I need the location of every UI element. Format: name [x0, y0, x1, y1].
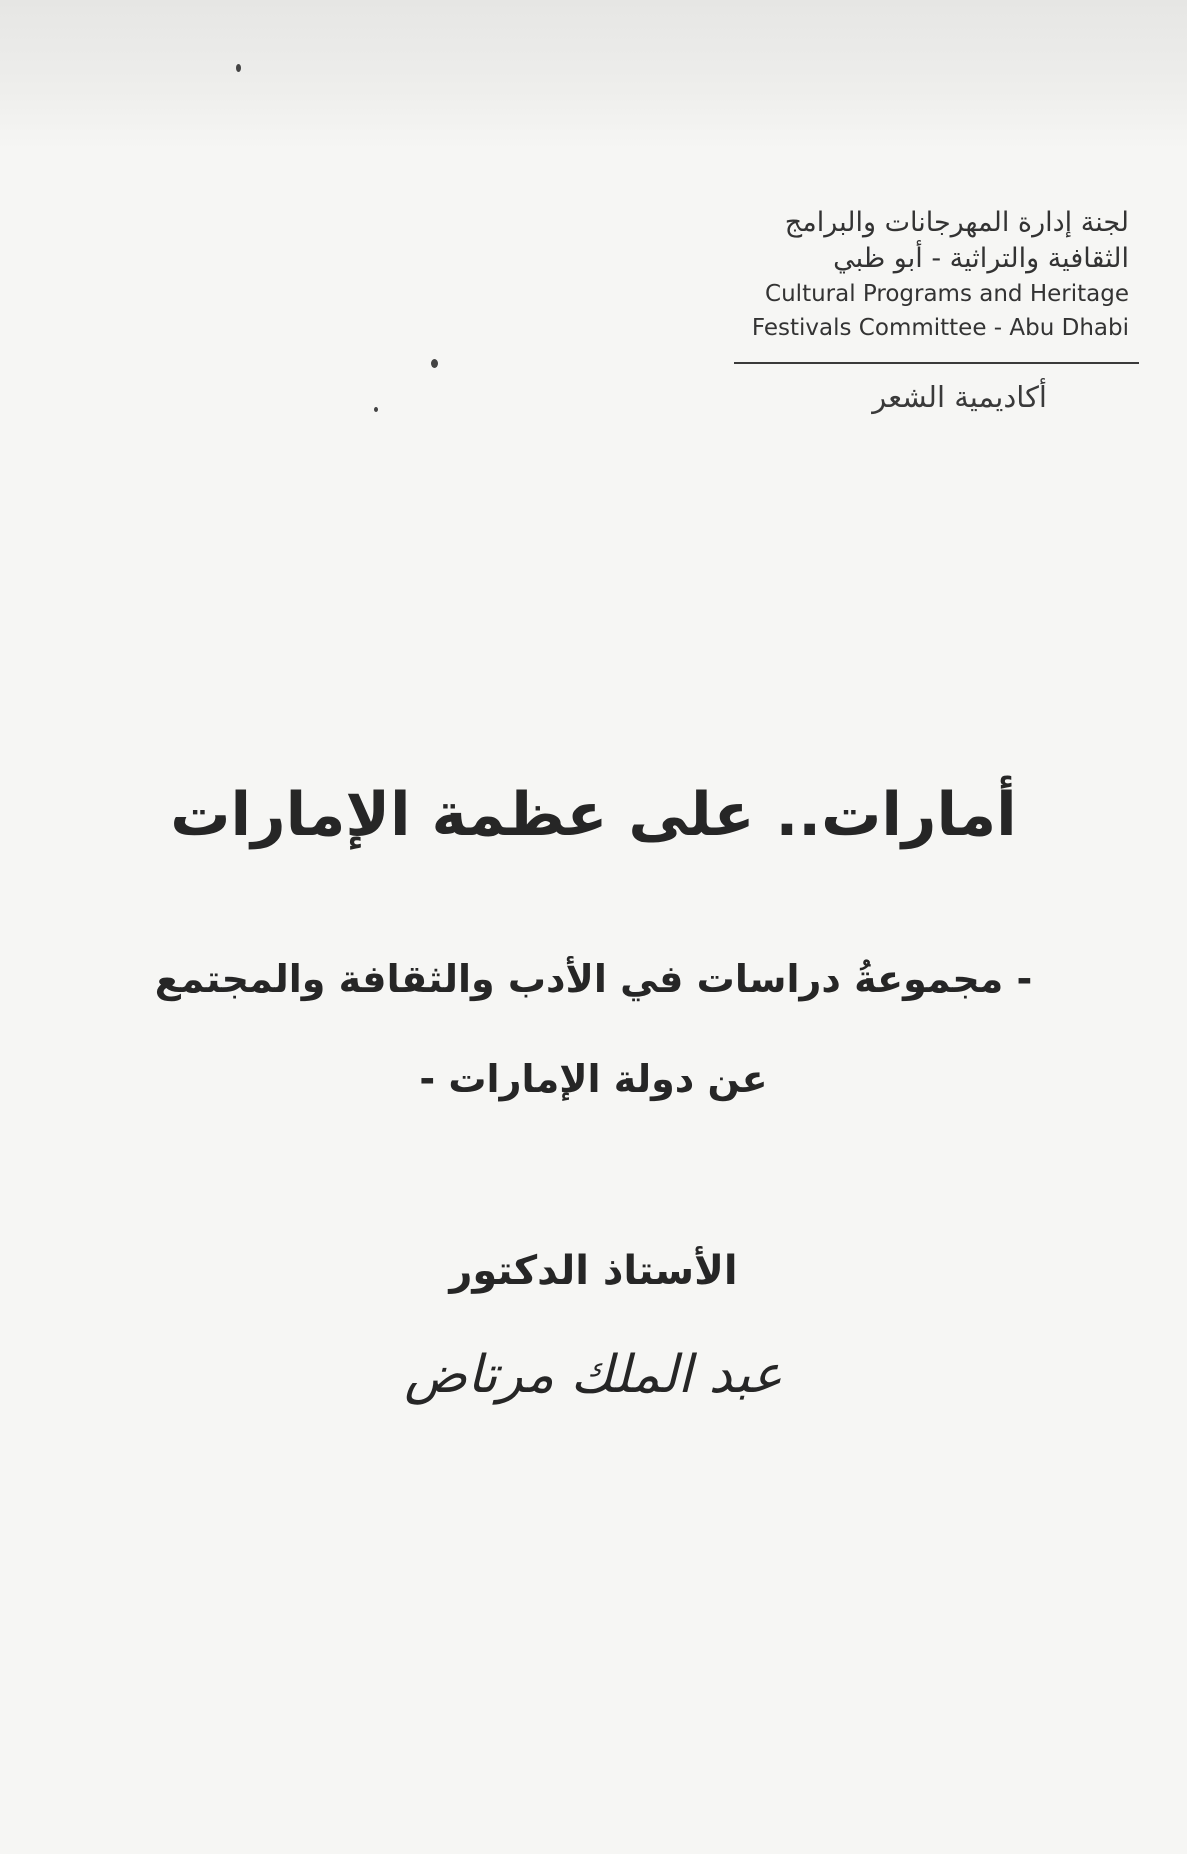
scan-shadow: [0, 0, 1187, 150]
book-subtitle-line1: - مجموعةُ دراسات في الأدب والثقافة والمجتمع: [154, 957, 1033, 1001]
scan-speck: [431, 359, 438, 368]
committee-name-english-line1: Cultural Programs and Heritage: [765, 281, 1129, 307]
logo-divider: [734, 362, 1139, 364]
academy-name: أكاديمية الشعر: [872, 380, 1047, 414]
scan-speck: [374, 407, 378, 412]
committee-name-english-line2: Festivals Committee - Abu Dhabi: [751, 315, 1129, 341]
scan-speck: [236, 64, 241, 72]
author-signature-name: عبد الملك مرتاض: [404, 1345, 783, 1405]
author-academic-title: الأستاذ الدكتور: [449, 1248, 738, 1294]
committee-logo: [709, 205, 1129, 345]
book-title: أمارات.. على عظمة الإمارات: [170, 780, 1017, 850]
committee-name-arabic-line2: الثقافية والتراثية - أبو ظبي: [833, 243, 1129, 274]
book-subtitle-line2: عن دولة الإمارات -: [419, 1057, 768, 1101]
committee-name-arabic-line1: لجنة إدارة المهرجانات والبرامج: [784, 207, 1129, 238]
